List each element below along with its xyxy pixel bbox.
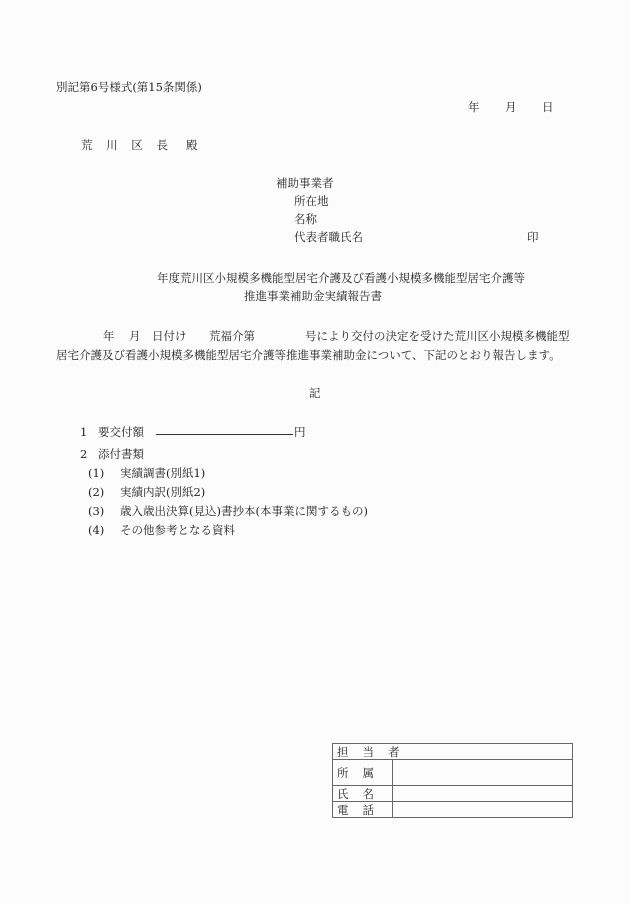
phone-label: 電話 <box>333 802 393 818</box>
body-line2: 居宅介護及び看護小規模多機能型居宅介護等推進事業補助金について、下記のとおり報告します。 <box>56 348 561 362</box>
body-ref-prefix: 荒福介第 <box>209 329 255 343</box>
attachment-num: (4) <box>88 523 105 537</box>
attachment-num: (1) <box>88 466 105 480</box>
attachment-text: 実績内訳(別紙2) <box>120 485 206 499</box>
attachment-text: その他参考となる資料 <box>120 523 235 537</box>
department-label: 所属 <box>333 760 393 786</box>
body-date-year: 年 <box>103 329 115 343</box>
body-ref-suffix: 号により交付の決定を受けた荒川区小規模多機能型 <box>305 329 570 343</box>
contact-name-field[interactable] <box>393 786 573 802</box>
item1-label: 要交付額 <box>98 425 144 439</box>
address-label: 所在地 <box>294 194 329 208</box>
body-date-day: 日付け <box>152 329 187 343</box>
attachment-text: 歳入歳出決算(見込)書抄本(本事業に関するもの) <box>120 504 368 518</box>
contact-name-label: 氏名 <box>333 786 393 802</box>
addressee-honorific: 殿 <box>186 138 198 152</box>
attachment-num: (2) <box>88 485 105 499</box>
item2-label: 添付書類 <box>98 447 144 461</box>
department-field[interactable] <box>393 760 573 786</box>
contact-header: 担当者 <box>333 744 573 760</box>
item2-number: 2 <box>80 447 88 461</box>
date-day-label: 日 <box>542 100 554 114</box>
attachment-text: 実績調書(別紙1) <box>120 466 206 480</box>
applicant-heading: 補助事業者 <box>276 176 334 190</box>
item1-unit: 円 <box>294 425 306 439</box>
form-number: 別記第6号様式(第15条関係) <box>56 80 202 94</box>
phone-field[interactable] <box>393 802 573 818</box>
addressee-name: 荒 川 区 長 <box>81 138 173 152</box>
date-month-label: 月 <box>505 100 517 114</box>
attachment-num: (3) <box>88 504 105 518</box>
body-date-month: 月 <box>129 329 141 343</box>
item1-number: 1 <box>80 425 88 439</box>
seal-mark: 印 <box>527 230 539 244</box>
contact-person-table <box>332 743 573 818</box>
date-year-label: 年 <box>468 100 480 114</box>
report-title-line2: 推進事業補助金実績報告書 <box>244 289 382 303</box>
report-title-line1: 年度荒川区小規模多機能型居宅介護及び看護小規模多機能型居宅介護等 <box>157 271 525 285</box>
ki-heading: 記 <box>309 386 321 400</box>
name-label: 名称 <box>294 212 317 226</box>
grant-amount-field[interactable] <box>156 434 293 435</box>
representative-label: 代表者職氏名 <box>294 230 363 244</box>
